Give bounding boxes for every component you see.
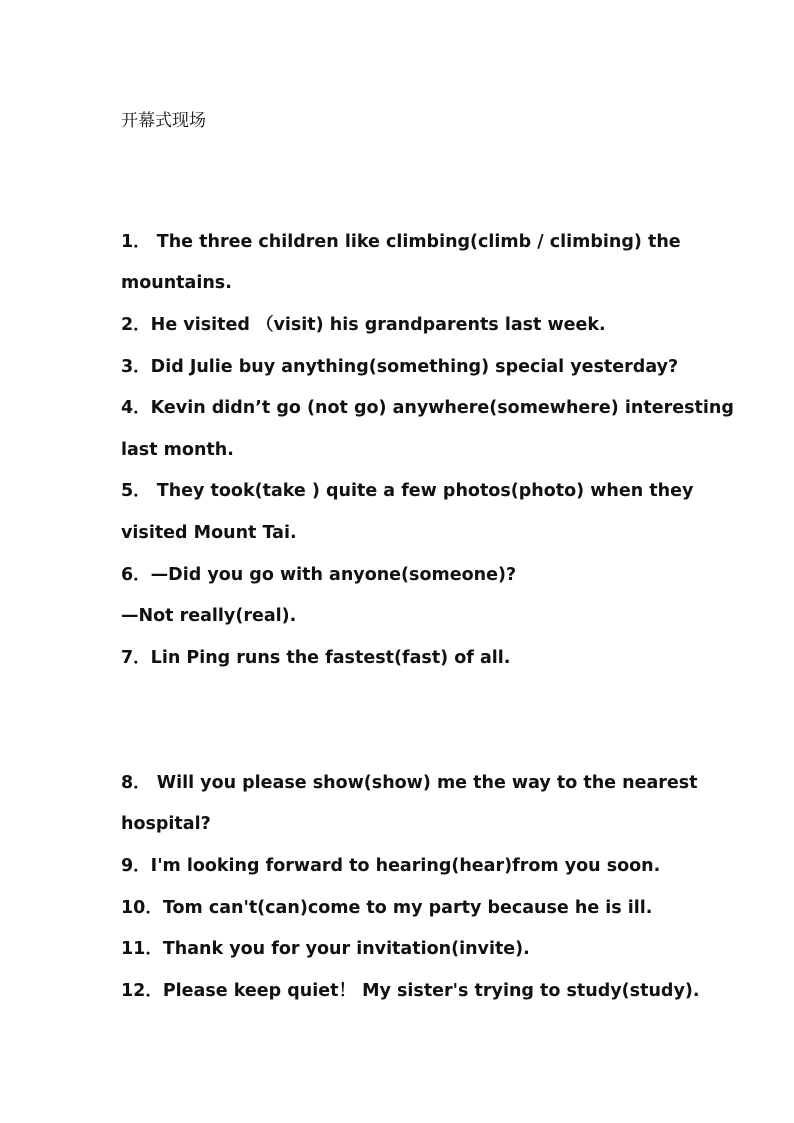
question-5-line-1: 5． They took(take ) quite a few photos(photo) when they	[121, 481, 694, 501]
question-7: 7．Lin Ping runs the fastest(fast) of all.	[121, 648, 511, 668]
question-6-line-1: 6．—Did you go with anyone(someone)?	[121, 565, 517, 585]
question-12: 12．Please keep quiet！ My sister's trying to study(study).	[121, 981, 700, 1001]
page-title: 开幕式现场	[121, 111, 206, 131]
question-4-line-2: last month.	[121, 440, 234, 460]
question-9: 9．I'm looking forward to hearing(hear)from you soon.	[121, 856, 661, 876]
question-6-line-2: —Not really(real).	[121, 606, 297, 626]
question-5-line-2: visited Mount Tai.	[121, 523, 297, 543]
question-8-line-2: hospital?	[121, 814, 211, 834]
question-11: 11．Thank you for your invitation(invite).	[121, 939, 530, 959]
question-10: 10．Tom can't(can)come to my party because he is ill.	[121, 898, 653, 918]
question-2: 2．He visited （visit) his grandparents last week.	[121, 315, 606, 335]
question-8-line-1: 8． Will you please show(show) me the way to the nearest	[121, 773, 698, 793]
question-3: 3．Did Julie buy anything(something) special yesterday?	[121, 357, 679, 377]
question-4-line-1: 4．Kevin didn’t go (not go) anywhere(somewhere) interesting	[121, 398, 734, 418]
question-1-line-2: mountains.	[121, 273, 232, 293]
question-1-line-1: 1． The three children like climbing(climb / climbing) the	[121, 232, 681, 252]
